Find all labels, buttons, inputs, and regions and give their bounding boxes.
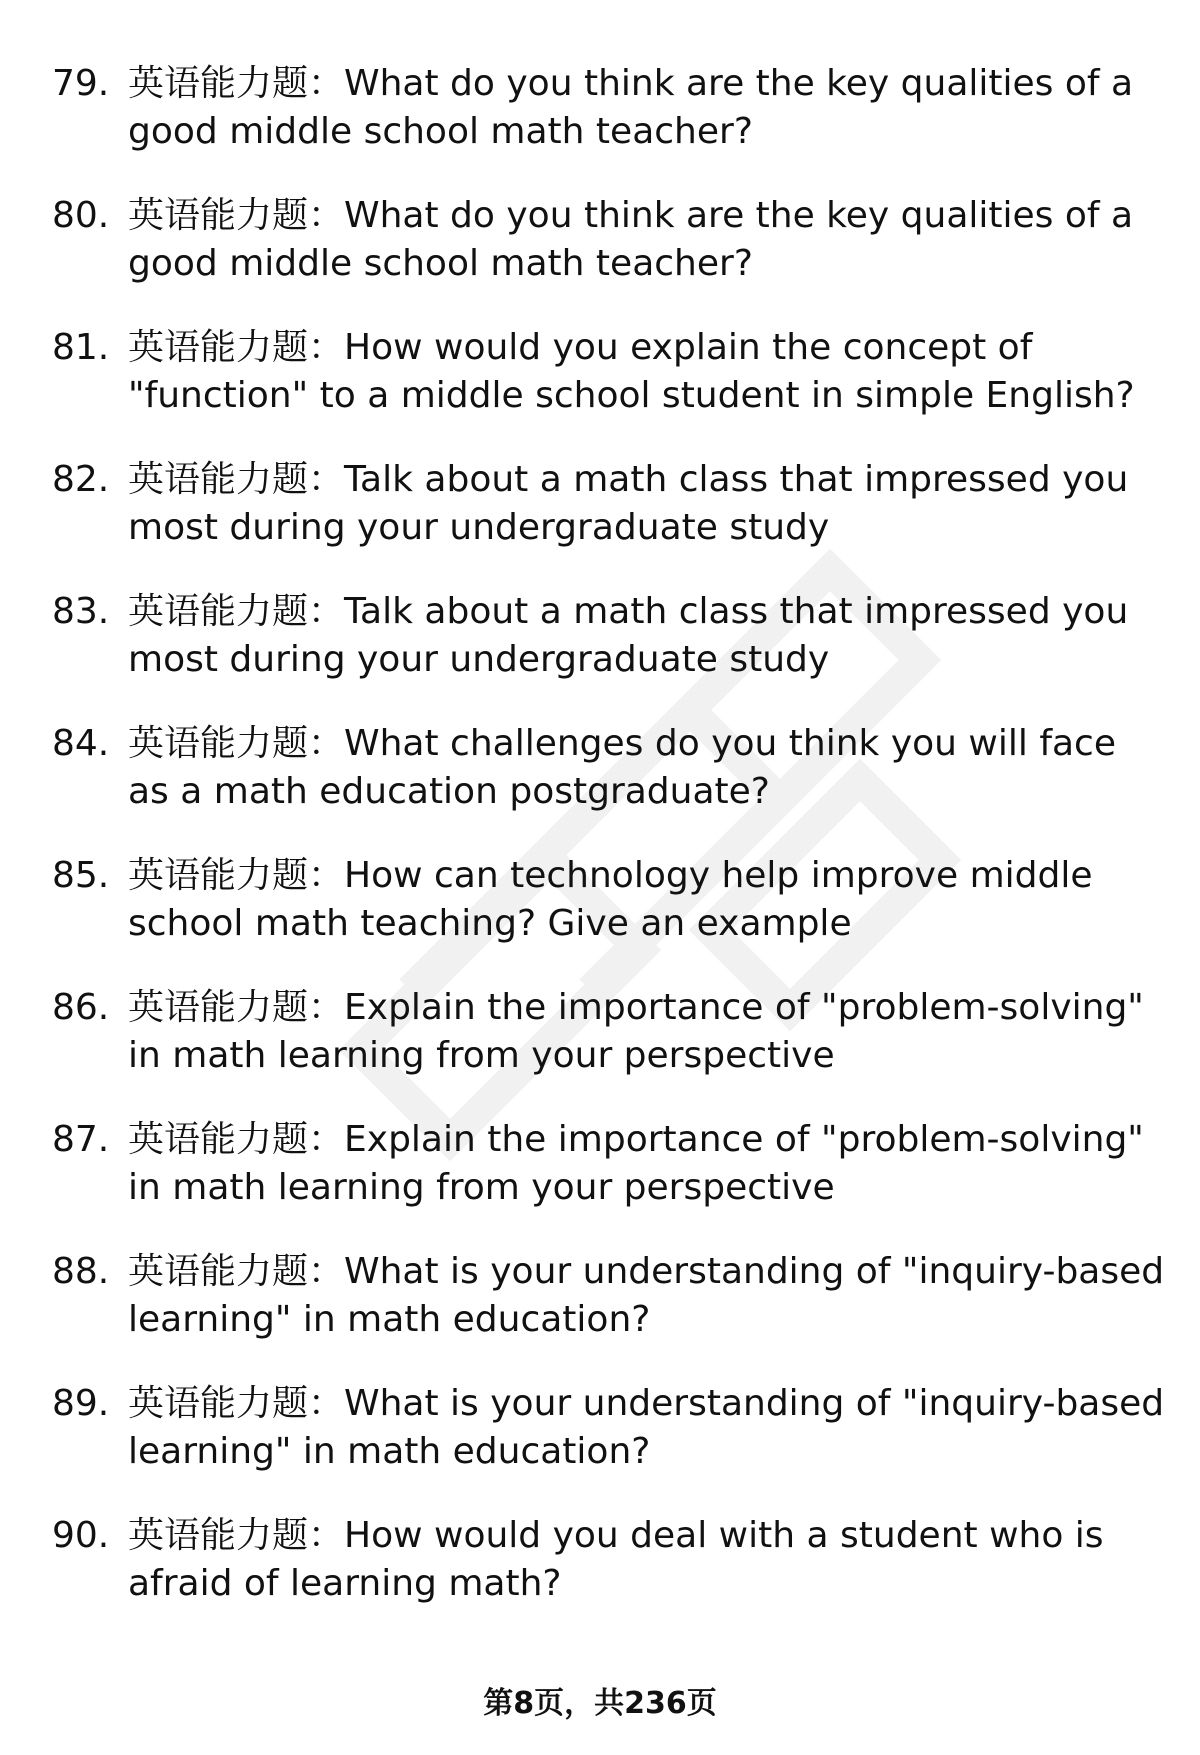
question-body (128, 60, 1168, 156)
question-text: Talk about a math class that impressed you most during your undergraduate study (128, 459, 1129, 548)
question-item (0, 984, 1200, 1116)
question-item (0, 1512, 1200, 1644)
question-text: What is your understanding of "inquiry-based learning" in math education? (128, 1251, 1165, 1340)
question-item (0, 60, 1200, 192)
question-label: 英语能力题： (128, 723, 345, 764)
question-body (128, 1116, 1168, 1212)
page-footer: 第8页，共236页 (483, 1686, 717, 1721)
question-label: 英语能力题： (128, 1515, 345, 1556)
question-label: 英语能力题： (128, 63, 345, 104)
question-text: Explain the importance of "problem-solving" in math learning from your perspective (128, 1119, 1144, 1208)
question-text: What is your understanding of "inquiry-based learning" in math education? (128, 1383, 1165, 1472)
question-text: What do you think are the key qualities of a good middle school math teacher? (128, 195, 1134, 284)
question-text: What do you think are the key qualities of a good middle school math teacher? (128, 63, 1134, 152)
question-body (128, 192, 1168, 288)
question-number: 90. (52, 1515, 110, 1556)
question-item (0, 192, 1200, 324)
question-label: 英语能力题： (128, 1251, 345, 1292)
question-text: Explain the importance of "problem-solving" in math learning from your perspective (128, 987, 1144, 1076)
question-text: How would you deal with a student who is afraid of learning math? (128, 1515, 1104, 1604)
question-number: 87. (52, 1119, 110, 1160)
question-label: 英语能力题： (128, 987, 345, 1028)
question-label: 英语能力题： (128, 459, 345, 500)
question-item (0, 456, 1200, 588)
question-number: 89. (52, 1383, 110, 1424)
question-body (128, 720, 1168, 816)
question-label: 英语能力题： (128, 855, 345, 896)
question-number: 81. (52, 327, 110, 368)
question-number: 84. (52, 723, 110, 764)
question-label: 英语能力题： (128, 591, 345, 632)
question-body (128, 852, 1168, 948)
question-number: 79. (52, 63, 110, 104)
question-item (0, 588, 1200, 720)
question-item (0, 720, 1200, 852)
question-text: How would you explain the concept of "function" to a middle school student in simple English? (128, 327, 1135, 416)
question-label: 英语能力题： (128, 195, 345, 236)
question-item (0, 852, 1200, 984)
question-number: 82. (52, 459, 110, 500)
question-body (128, 1248, 1168, 1344)
question-item (0, 1248, 1200, 1380)
question-body (128, 984, 1168, 1080)
question-number: 86. (52, 987, 110, 1028)
question-number: 85. (52, 855, 110, 896)
question-number: 88. (52, 1251, 110, 1292)
question-body (128, 588, 1168, 684)
question-text: How can technology help improve middle school math teaching? Give an example (128, 855, 1093, 944)
question-label: 英语能力题： (128, 1119, 345, 1160)
question-body (128, 1380, 1168, 1476)
question-body (128, 456, 1168, 552)
question-number: 83. (52, 591, 110, 632)
question-text: What challenges do you think you will face as a math education postgraduate? (128, 723, 1116, 812)
question-item (0, 1380, 1200, 1512)
question-number: 80. (52, 195, 110, 236)
question-label: 英语能力题： (128, 327, 345, 368)
question-item (0, 1116, 1200, 1248)
question-list (0, 60, 1200, 1644)
question-body (128, 324, 1168, 420)
question-item (0, 324, 1200, 456)
question-label: 英语能力题： (128, 1383, 345, 1424)
question-text: Talk about a math class that impressed you most during your undergraduate study (128, 591, 1129, 680)
question-body (128, 1512, 1168, 1608)
